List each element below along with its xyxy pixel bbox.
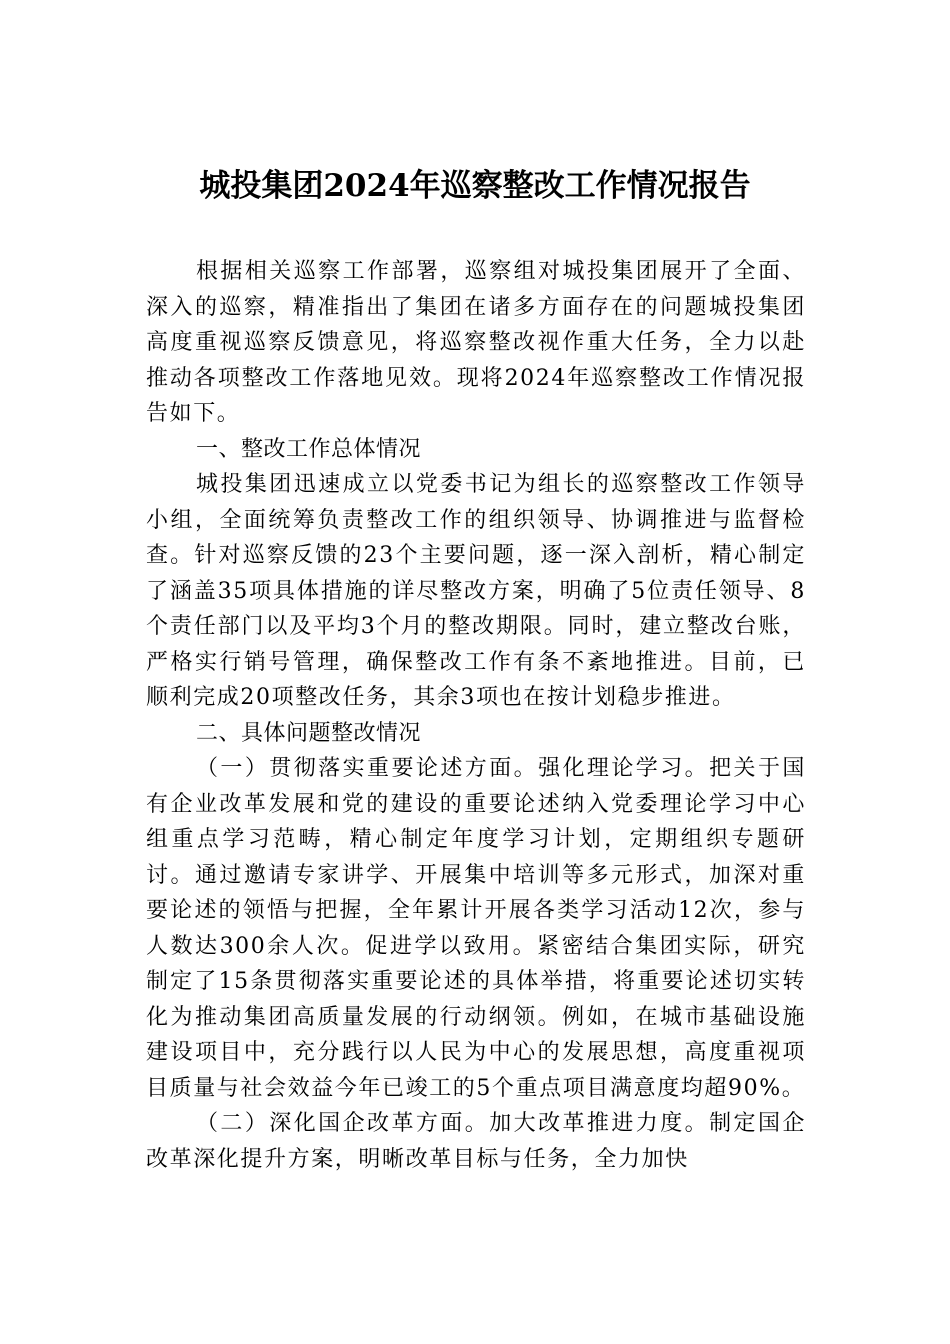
section-2-item-2-text: 加大改革推进力度。制定国企改革深化提升方案，明晰改革目标与任务，全力加快 (146, 1111, 806, 1172)
document-title: 城投集团2024年巡察整改工作情况报告 (199, 168, 751, 204)
section-2-item-2-lead: （二）深化国企改革方面。 (196, 1111, 490, 1136)
document-body (146, 254, 806, 1177)
section-2-item-2-paragraph (146, 1106, 806, 1177)
section-2-item-1-text: 强化理论学习。把关于国有企业改革发展和党的建设的重要论述纳入党委理论学习中心组重点学习范畴，精心制定年度学习计划，定期组织专题研讨。通过邀请专家讲学、开展集中培训等多元形式，加深对重要论述的领悟与把握，全年累计开展各类学习活动12次，参与人数达300余人次。促进学以致用。紧密结合集团实际，研究制定了15条贯彻落实重要论述的具体举措，将重要论述切实转化为推动集团高质量发展的行动纲领。例如，在城市基础设施建设项目中，充分践行以人民为中心的发展思想，高度重视项目质量与社会效益今年已竣工的5个重点项目满意度均超90%。 (146, 756, 806, 1101)
section-2-item-1-lead: （一）贯彻落实重要论述方面。 (196, 756, 539, 781)
section-2-item-1-paragraph (146, 751, 806, 1106)
section-2-heading: 二、具体问题整改情况 (196, 720, 422, 746)
section-1-paragraph: 城投集团迅速成立以党委书记为组长的巡察整改工作领导小组，全面统筹负责整改工作的组织领导、协调推进与监督检查。针对巡察反馈的23个主要问题，逐一深入剖析，精心制定了涵盖35项具体措施的详尽整改方案，明确了5位责任领导、8个责任部门以及平均3个月的整改期限。同时，建立整改台账，严格实行销号管理，确保整改工作有条不紊地推进。目前，已顺利完成20项整改任务，其余3项也在按计划稳步推进。 (146, 472, 806, 710)
intro-paragraph: 根据相关巡察工作部署，巡察组对城投集团展开了全面、深入的巡察，精准指出了集团在诸多方面存在的问题城投集团高度重视巡察反馈意见，将巡察整改视作重大任务，全力以赴推动各项整改工作落地见效。现将2024年巡察整改工作情况报告如下。 (146, 259, 806, 426)
section-1-heading: 一、整改工作总体情况 (196, 436, 422, 462)
